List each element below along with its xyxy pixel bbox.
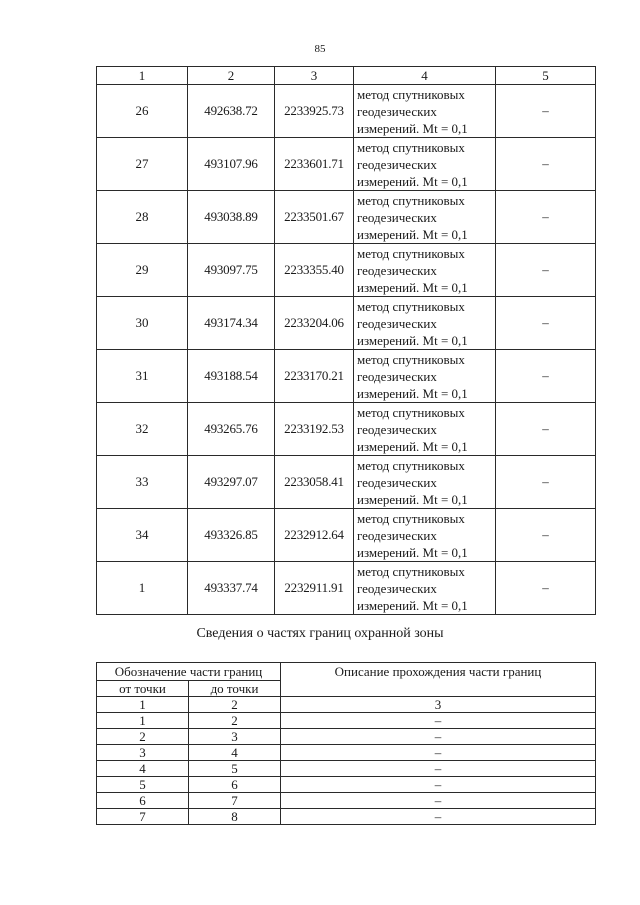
method-cell [354,244,496,297]
method-line: геодезических [357,474,437,490]
method-cell [354,85,496,138]
x-coordinate: 493038.89 [188,191,275,244]
to-point: 7 [189,793,281,809]
point-number: 31 [97,350,188,403]
y-coordinate: 2233192.53 [275,403,354,456]
method-cell [354,509,496,562]
point-number: 26 [97,85,188,138]
note-cell: – [496,456,596,509]
note-cell: – [496,350,596,403]
y-coordinate: 2233501.67 [275,191,354,244]
method-cell [354,456,496,509]
segment-description: – [281,809,596,825]
method-line: метод спутниковых [357,510,465,526]
method-cell [354,562,496,615]
method-cell [354,403,496,456]
segment-description: – [281,793,596,809]
coordinates-table [96,66,596,615]
column-number: 1 [97,697,189,713]
method-line: измерений. Mt = 0,1 [357,544,468,560]
table-row [97,403,596,456]
from-point: 7 [97,809,189,825]
method-line: геодезических [357,368,437,384]
segment-description: – [281,713,596,729]
table-row [97,509,596,562]
coordinates-header-row [97,67,596,85]
x-coordinate: 493097.75 [188,244,275,297]
column-number: 4 [354,67,496,85]
to-point: 6 [189,777,281,793]
parts-header-row [97,663,596,681]
page-number: 85 [314,43,326,55]
from-point: 3 [97,745,189,761]
method-line: метод спутниковых [357,139,465,155]
method-line: измерений. Mt = 0,1 [357,438,468,454]
parts-column-numbers-row [97,697,596,713]
note-cell: – [496,138,596,191]
from-point: 6 [97,793,189,809]
note-cell: – [496,509,596,562]
method-line: метод спутниковых [357,298,465,314]
method-cell [354,350,496,403]
column-number: 3 [275,67,354,85]
column-number: 5 [496,67,596,85]
table-row [97,729,596,745]
method-line: измерений. Mt = 0,1 [357,279,468,295]
segment-description: – [281,761,596,777]
method-line: геодезических [357,262,437,278]
segment-description: – [281,777,596,793]
table-row [97,745,596,761]
segment-description: – [281,745,596,761]
y-coordinate: 2233355.40 [275,244,354,297]
note-cell: – [496,191,596,244]
method-line: измерений. Mt = 0,1 [357,597,468,613]
boundary-parts-table [96,662,596,825]
column-number: 1 [97,67,188,85]
to-point: 4 [189,745,281,761]
method-line: геодезических [357,527,437,543]
x-coordinate: 493174.34 [188,297,275,350]
method-line: измерений. Mt = 0,1 [357,385,468,401]
method-cell [354,297,496,350]
y-coordinate: 2233170.21 [275,350,354,403]
method-line: метод спутниковых [357,404,465,420]
table-row [97,350,596,403]
header-from-point: от точки [97,681,189,697]
x-coordinate: 493107.96 [188,138,275,191]
method-line: метод спутниковых [357,351,465,367]
table-row [97,809,596,825]
method-line: геодезических [357,209,437,225]
point-number: 33 [97,456,188,509]
method-line: метод спутниковых [357,563,465,579]
point-number: 27 [97,138,188,191]
table-row [97,85,596,138]
table-row [97,138,596,191]
method-line: метод спутниковых [357,245,465,261]
from-point: 1 [97,713,189,729]
method-line: метод спутниковых [357,457,465,473]
y-coordinate: 2233204.06 [275,297,354,350]
y-coordinate: 2232912.64 [275,509,354,562]
table-row [97,297,596,350]
column-number: 2 [189,697,281,713]
x-coordinate: 493337.74 [188,562,275,615]
method-line: геодезических [357,103,437,119]
section-title: Сведения о частях границ охранной зоны [196,626,444,641]
from-point: 5 [97,777,189,793]
x-coordinate: 492638.72 [188,85,275,138]
point-number: 28 [97,191,188,244]
method-line: измерений. Mt = 0,1 [357,332,468,348]
method-cell [354,138,496,191]
method-line: геодезических [357,156,437,172]
method-line: измерений. Mt = 0,1 [357,491,468,507]
table-row [97,793,596,809]
note-cell: – [496,85,596,138]
from-point: 2 [97,729,189,745]
note-cell: – [496,297,596,350]
table-row [97,761,596,777]
method-line: геодезических [357,580,437,596]
header-boundary-designation: Обозначение части границ [97,663,281,681]
y-coordinate: 2233601.71 [275,138,354,191]
method-line: измерений. Mt = 0,1 [357,226,468,242]
method-cell [354,191,496,244]
method-line: метод спутниковых [357,192,465,208]
header-description: Описание прохождения части границ [281,663,596,697]
note-cell: – [496,562,596,615]
point-number: 34 [97,509,188,562]
to-point: 8 [189,809,281,825]
from-point: 4 [97,761,189,777]
method-line: измерений. Mt = 0,1 [357,120,468,136]
column-number: 3 [281,697,596,713]
table-row [97,244,596,297]
x-coordinate: 493188.54 [188,350,275,403]
to-point: 5 [189,761,281,777]
table-row [97,713,596,729]
table-row [97,777,596,793]
point-number: 32 [97,403,188,456]
x-coordinate: 493326.85 [188,509,275,562]
table-row [97,562,596,615]
note-cell: – [496,244,596,297]
to-point: 2 [189,713,281,729]
header-to-point: до точки [189,681,281,697]
to-point: 3 [189,729,281,745]
table-row [97,191,596,244]
method-line: метод спутниковых [357,86,465,102]
column-number: 2 [188,67,275,85]
segment-description: – [281,729,596,745]
y-coordinate: 2232911.91 [275,562,354,615]
table-row [97,456,596,509]
method-line: геодезических [357,421,437,437]
point-number: 1 [97,562,188,615]
note-cell: – [496,403,596,456]
point-number: 30 [97,297,188,350]
y-coordinate: 2233925.73 [275,85,354,138]
method-line: измерений. Mt = 0,1 [357,173,468,189]
x-coordinate: 493265.76 [188,403,275,456]
y-coordinate: 2233058.41 [275,456,354,509]
method-line: геодезических [357,315,437,331]
x-coordinate: 493297.07 [188,456,275,509]
point-number: 29 [97,244,188,297]
